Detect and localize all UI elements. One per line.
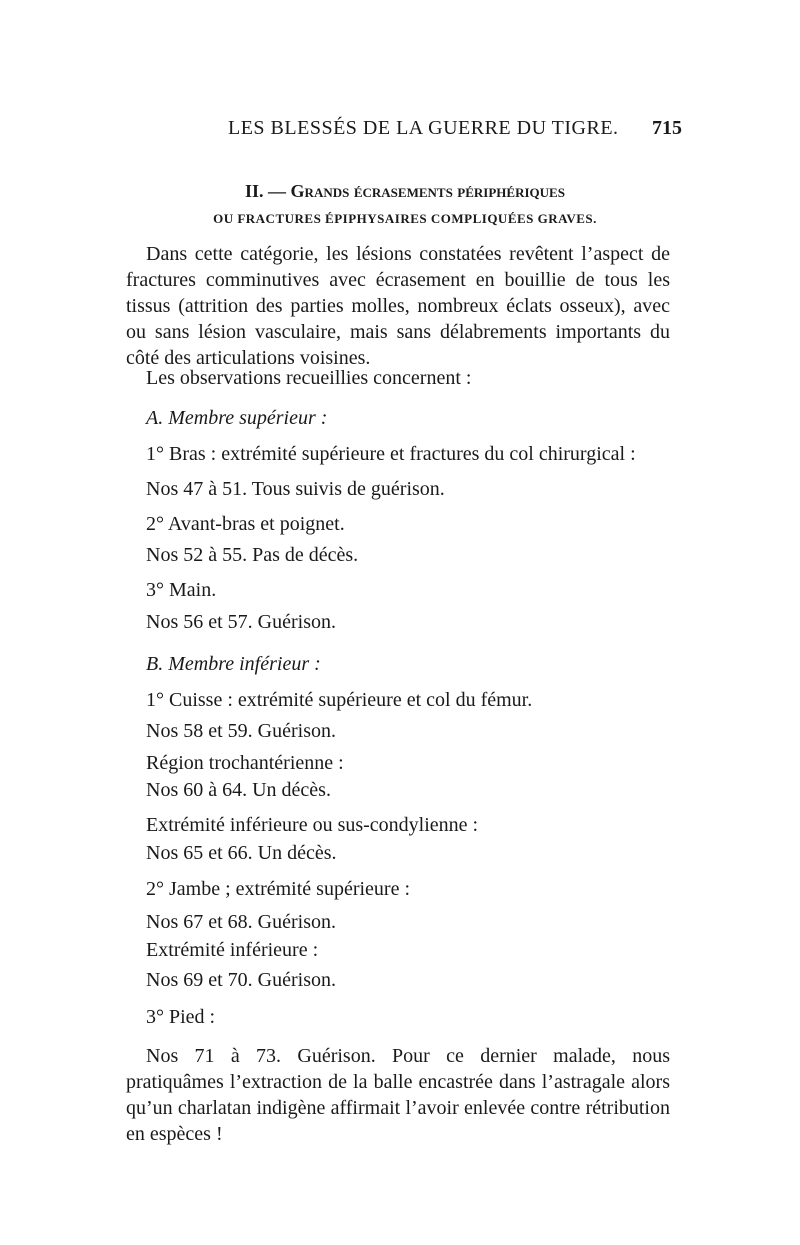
list-item: Nos 47 à 51. Tous suivis de guérison.: [146, 478, 445, 500]
list-item: 2° Jambe ; extrémité supérieure :: [146, 878, 411, 900]
section-title: II. — Grands écrasements périphériques: [245, 181, 565, 201]
section-subtitle: OU FRACTURES ÉPIPHYSAIRES COMPLIQUÉES GRAVES.: [213, 211, 597, 226]
list-item: Nos 67 et 68. Guérison.: [146, 911, 336, 933]
list-item: Nos 60 à 64. Un décès.: [146, 779, 331, 801]
list-item: 1° Cuisse : extrémité supérieure et col du fémur.: [146, 689, 533, 711]
list-item: Région trochantérienne :: [146, 752, 344, 774]
list-item: 2° Avant-bras et poignet.: [146, 513, 345, 535]
list-item: Nos 56 et 57. Guérison.: [146, 611, 336, 633]
list-item: 3° Main.: [146, 579, 217, 601]
list-item: Nos 58 et 59. Guérison.: [146, 720, 336, 742]
subsection-b: B. Membre inférieur :: [146, 653, 321, 675]
list-item: 3° Pied :: [146, 1006, 216, 1028]
list-item: Extrémité inférieure ou sus-condylienne :: [146, 814, 479, 836]
list-item: Nos 65 et 66. Un décès.: [146, 842, 337, 864]
section-heading: [0, 177, 800, 233]
intro-paragraph: Dans cette catégorie, les lésions constatées revêtent l’aspect de fractures comminutives avec écrasement en bouillie de tous les tissus (attrition des parties molles, nombreux éclats osseux), avec ou sans lésion vasculaire, mais sans délabrements importants du côté des articulations voisines.: [126, 243, 670, 369]
running-header: [0, 117, 800, 147]
list-item: Extrémité inférieure :: [146, 939, 319, 961]
subsection-a: A. Membre supérieur :: [146, 407, 328, 429]
list-item: 1° Bras : extrémité supérieure et fractures du col chirurgical :: [146, 443, 636, 465]
running-title: LES BLESSÉS DE LA GUERRE DU TIGRE.: [228, 117, 619, 139]
page-number: 715: [652, 117, 682, 139]
final-paragraph: Nos 71 à 73. Guérison. Pour ce dernier malade, nous pratiquâmes l’extraction de la balle encastrée dans l’astragale alors qu’un charlatan indigène affirmait l’avoir enlevée contre rétribution en espèces !: [126, 1045, 670, 1145]
list-item: Nos 52 à 55. Pas de décès.: [146, 544, 359, 566]
observations-intro: Les observations recueillies concernent :: [146, 367, 472, 389]
list-item: Nos 69 et 70. Guérison.: [146, 969, 336, 991]
